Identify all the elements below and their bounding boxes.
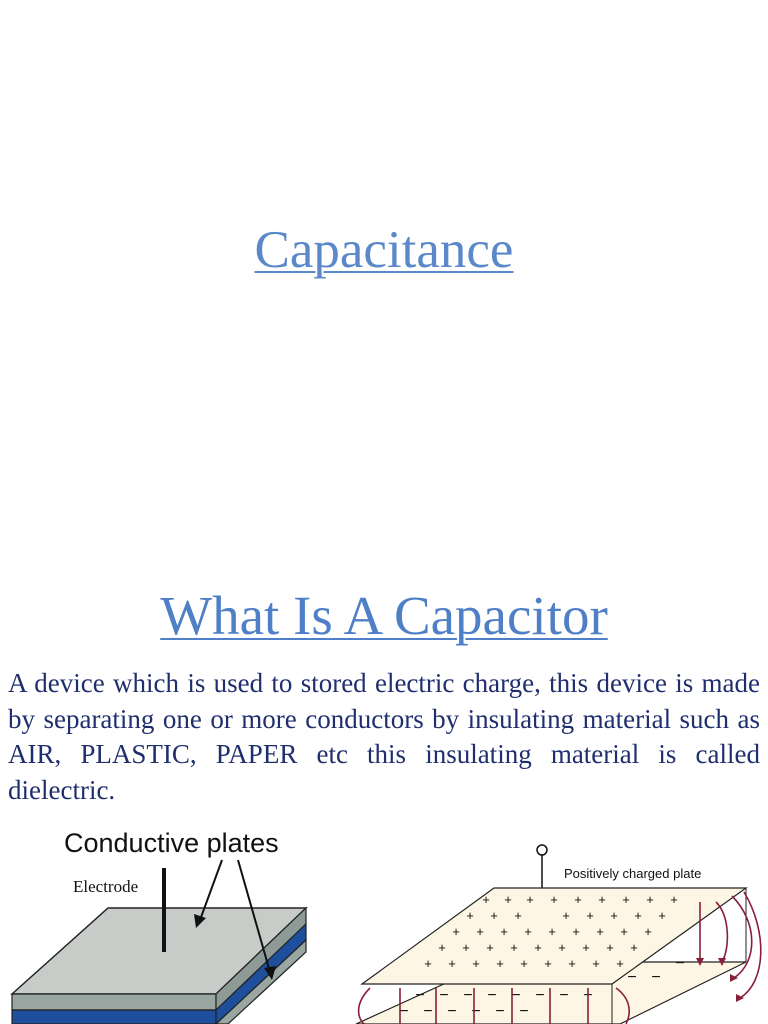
svg-text:+: + (534, 940, 542, 955)
layered-capacitor-figure (12, 828, 306, 1024)
svg-text:+: + (438, 940, 446, 955)
svg-text:+: + (482, 892, 490, 907)
capacitor-diagrams (0, 812, 768, 1024)
svg-text:+: + (620, 924, 628, 939)
svg-text:−: − (519, 1003, 529, 1020)
terminal-circle (537, 845, 547, 855)
svg-text:+: + (622, 892, 630, 907)
svg-text:+: + (486, 940, 494, 955)
svg-text:−: − (463, 987, 473, 1004)
svg-text:−: − (559, 987, 569, 1004)
svg-text:+: + (562, 908, 570, 923)
svg-text:+: + (586, 908, 594, 923)
svg-text:+: + (524, 924, 532, 939)
svg-text:+: + (448, 956, 456, 971)
svg-text:+: + (670, 892, 678, 907)
svg-text:−: − (535, 987, 545, 1004)
charged-plates-figure (356, 845, 761, 1024)
svg-text:+: + (596, 924, 604, 939)
svg-text:+: + (610, 908, 618, 923)
page-title: Capacitance (254, 221, 514, 279)
svg-text:+: + (558, 940, 566, 955)
svg-text:−: − (495, 1003, 505, 1020)
svg-text:−: − (439, 987, 449, 1004)
svg-text:+: + (490, 908, 498, 923)
svg-text:−: − (627, 969, 637, 986)
svg-text:+: + (496, 956, 504, 971)
svg-text:−: − (487, 987, 497, 1004)
svg-text:−: − (423, 1003, 433, 1020)
svg-text:+: + (572, 924, 580, 939)
svg-text:+: + (592, 956, 600, 971)
svg-text:−: − (415, 987, 425, 1004)
svg-text:+: + (548, 924, 556, 939)
svg-text:+: + (598, 892, 606, 907)
electrode-label: Electrode (73, 877, 139, 896)
definition-paragraph: A device which is used to stored electric charge, this device is made by separating one or more conductors by insulating material such as AIR, PLASTIC, PAPER etc this insulating material is called dielectric. (8, 668, 760, 805)
svg-text:+: + (514, 908, 522, 923)
positive-plate-label: Positively charged plate (564, 866, 702, 881)
svg-text:+: + (646, 892, 654, 907)
svg-text:+: + (526, 892, 534, 907)
section-title: What Is A Capacitor (160, 585, 608, 646)
svg-text:−: − (675, 955, 685, 972)
svg-text:+: + (574, 892, 582, 907)
svg-text:+: + (630, 940, 638, 955)
svg-text:−: − (511, 987, 521, 1004)
svg-text:+: + (616, 956, 624, 971)
svg-text:+: + (544, 956, 552, 971)
svg-text:+: + (476, 924, 484, 939)
front-layer-blue (12, 1010, 216, 1024)
svg-text:+: + (634, 908, 642, 923)
svg-text:+: + (568, 956, 576, 971)
svg-text:+: + (582, 940, 590, 955)
svg-text:−: − (583, 987, 593, 1004)
svg-text:+: + (644, 924, 652, 939)
svg-text:+: + (658, 908, 666, 923)
svg-text:+: + (510, 940, 518, 955)
svg-text:−: − (471, 1003, 481, 1020)
svg-text:+: + (466, 908, 474, 923)
front-layer-grey (12, 994, 216, 1010)
svg-text:+: + (472, 956, 480, 971)
svg-text:+: + (424, 956, 432, 971)
svg-text:−: − (447, 1003, 457, 1020)
svg-text:+: + (520, 956, 528, 971)
svg-text:−: − (651, 969, 661, 986)
conductive-plates-label: Conductive plates (64, 828, 279, 858)
svg-text:+: + (550, 892, 558, 907)
svg-text:+: + (504, 892, 512, 907)
svg-text:+: + (462, 940, 470, 955)
svg-text:−: − (399, 1003, 409, 1020)
svg-text:+: + (452, 924, 460, 939)
svg-text:+: + (606, 940, 614, 955)
svg-text:+: + (500, 924, 508, 939)
